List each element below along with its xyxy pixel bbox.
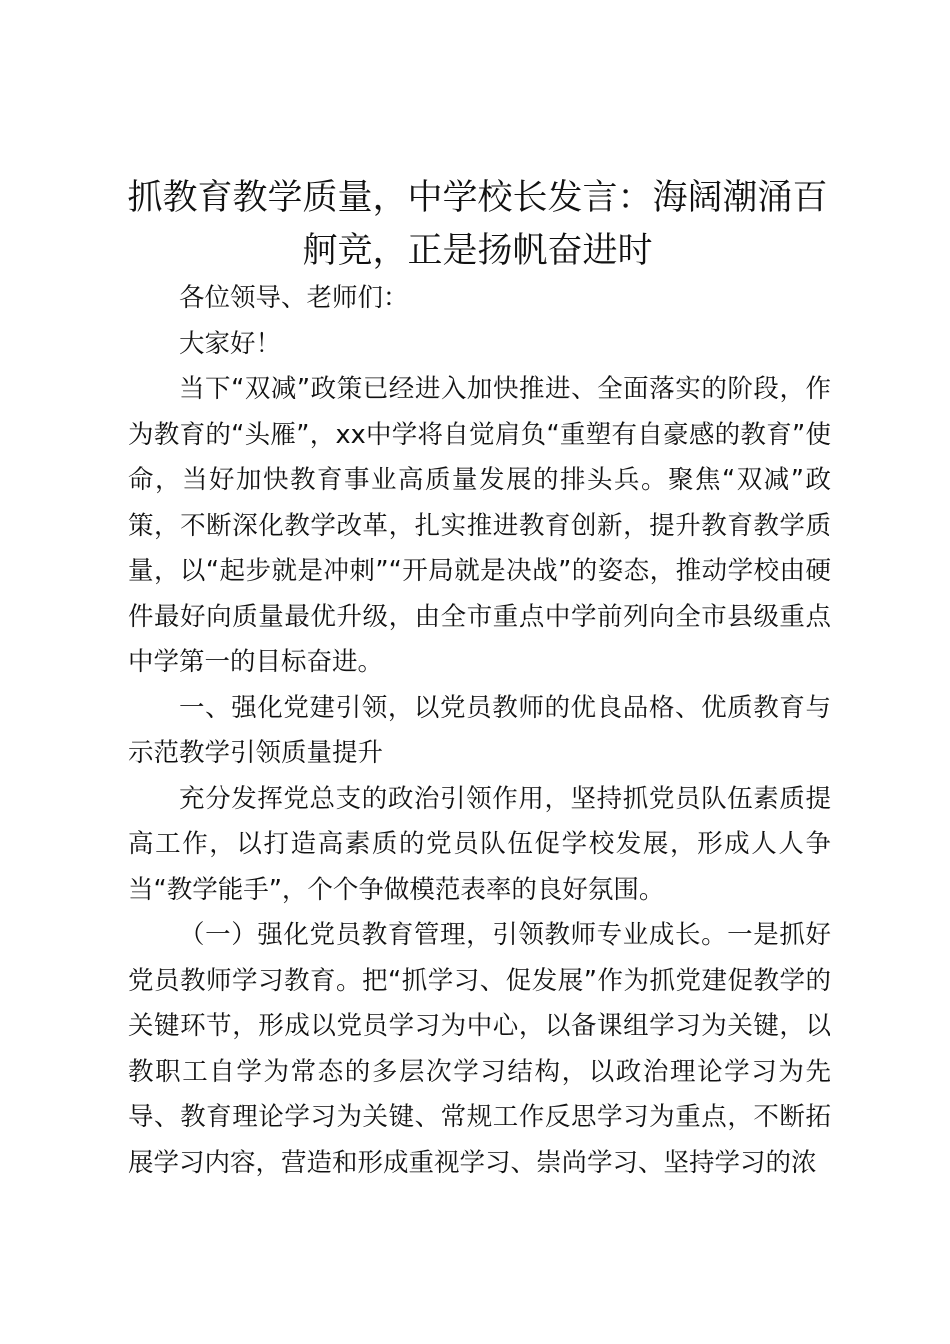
subsection-paragraph-1: （一）强化党员教育管理，引领教师专业成长。一是抓好党员教师学习教育。把“抓学习、促发展”作为抓党建促教学的关键环节，形成以党员学习为中心，以备课组学习为关键，以教职工自学为常态的多层次学习结构，以政治理论学习为先导、教育理论学习为关键、常规工作反思学习为重点，不断拓展学习内容，营造和形成重视学习、崇尚学习、坚持学习的浓	[128, 920, 831, 1178]
body-paragraph-section-1: 充分发挥党总支的政治引领作用，坚持抓党员队伍素质提高工作，以打造高素质的党员队伍促学校发展，形成人人争当“教学能手”，个个争做模范表率的良好氛围。	[128, 783, 831, 905]
salutation: 各位领导、老师们：	[179, 283, 409, 313]
greeting: 大家好！	[179, 328, 282, 359]
body-paragraph-intro: 当下“双减”政策已经进入加快推进、全面落实的阶段，作为教育的“头雁”，xx中学将自觉肩负“重塑有自豪感的教育”使命，当好加快教育事业高质量发展的排头兵。聚焦“双减”政策，不断深化教学改革，扎实推进教育创新，提升教育教学质量，以“起步就是冲刺”“开局就是决战”的姿态，推动学校由硬件最好向质量最优升级，由全市重点中学前列向全市县级重点中学第一的目标奋进。	[128, 374, 831, 677]
document-title: 抓教育教学质量，中学校长发言：海阔潮涌百舸竞，正是扬帆奋进时	[127, 178, 828, 271]
section-heading-1: 一、强化党建引领，以党员教师的优良品格、优质教育与示范教学引领质量提升	[128, 692, 831, 768]
document-body	[128, 276, 831, 1186]
